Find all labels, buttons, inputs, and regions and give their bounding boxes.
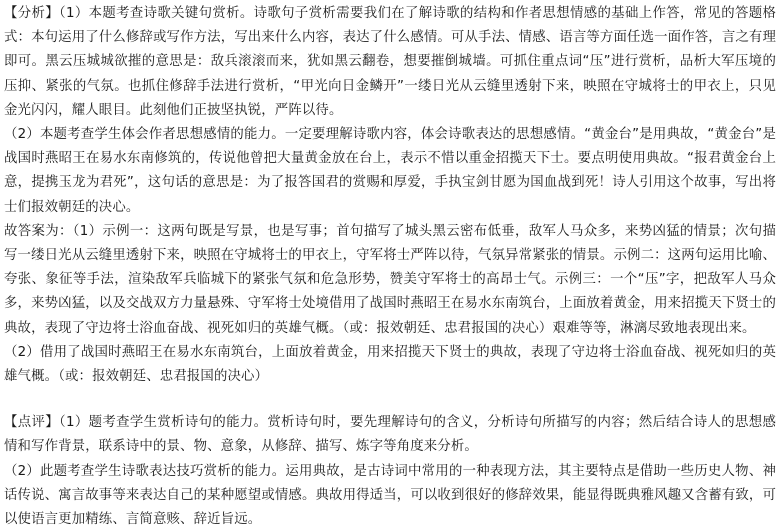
answer-paragraph-2: （2）借用了战国时燕昭王在易水东南筑台，上面放着黄金，用来招揽天下贤士的典故，表现了守边将士浴血奋战、视死如归的英雄气概。（或：报效朝廷、忠君报国的决心） [4, 344, 776, 385]
analysis-paragraph-1: 【分析】（1）本题考查诗歌关键句赏析。诗歌句子赏析需要我们在了解诗歌的结构和作者思想情感的基础上作答，常见的答题格式：本句运用了什么修辞或写作方法，写出来什么内容，表达了什么感情。可从手法、情感、语言等方面任选一面作答，言之有理即可。黑云压城城欲摧的意思是：敌兵滚滚而来，犹如黑云翻卷，想要摧倒城墙。可抓住重点词“压”进行赏析，品析大军压境的压抑、紧张的气氛。也抓住修辞手法进行赏析，“甲光向日金鳞开”一缕日光从云缝里透射下来，映照在守城将士的甲衣上，只见金光闪闪，耀人眼目。此刻他们正披坚执锐，严阵以待。 [4, 6, 776, 118]
section-gap [4, 389, 776, 411]
analysis-paragraph-2: （2）本题考查学生体会作者思想感情的能力。一定要理解诗歌内容，体会诗歌表达的思想感情。“黄金台”是用典故，“黄金台”是战国时燕昭王在易水东南修筑的，传说他曾把大量黄金放在台上，表示不惜以重金招揽天下士。要点明使用典故。“报君黄金台上意，提携玉龙为君死”，这句话的意思是：为了报答国君的赏赐和厚爱，手执宝剑甘愿为国血战到死！诗人引用这个故事，写出将士们报效朝廷的决心。 [4, 127, 776, 215]
solution-document [4, 2, 776, 532]
answer-paragraph-1: 故答案为：（1）示例一：这两句既是写景，也是写事；首句描写了城头黑云密布低垂，敌军人马众多，来势凶猛的情景；次句描写一缕日光从云缝里透射下来，映照在守城将士的甲衣上，守军将士严阵以待，气氛异常紧张的情景。示例二：这两句运用比喻、夸张、象征等手法，渲染敌军兵临城下的紧张气氛和危急形势，赞美守军将士的高昂士气。示例三：一个“压”字，把敌军人马众多，来势凶猛，以及交战双方力量悬殊、守军将士处境借用了战国时燕昭王在易水东南筑台，上面放着黄金，用来招揽天下贤士的典故，表现了守边将士浴血奋战、视死如归的英雄气概。（或：报效朝廷、忠君报国的决心）艰难等等，淋漓尽致地表现出来。 [4, 223, 776, 336]
comment-paragraph-1: 【点评】（1）题考查学生赏析诗句的能力。赏析诗句时，要先理解诗句的含义，分析诗句所描写的内容；然后结合诗人的思想感情和写作背景，联系诗中的景、物、意象，从修辞、描写、炼字等角度来分析。 [4, 415, 776, 455]
comment-paragraph-2: （2）此题考查学生诗歌表达技巧赏析的能力。运用典故，是古诗词中常用的一种表现方法，其主要特点是借助一些历史人物、神话传说、寓言故事等来表达自己的某种愿望或情感。典故用得适当，可以收到很好的修辞效果，能显得既典雅风趣又含蓄有致，可以使语言更加精练、言简意赅、辞近旨远。 [4, 463, 776, 528]
